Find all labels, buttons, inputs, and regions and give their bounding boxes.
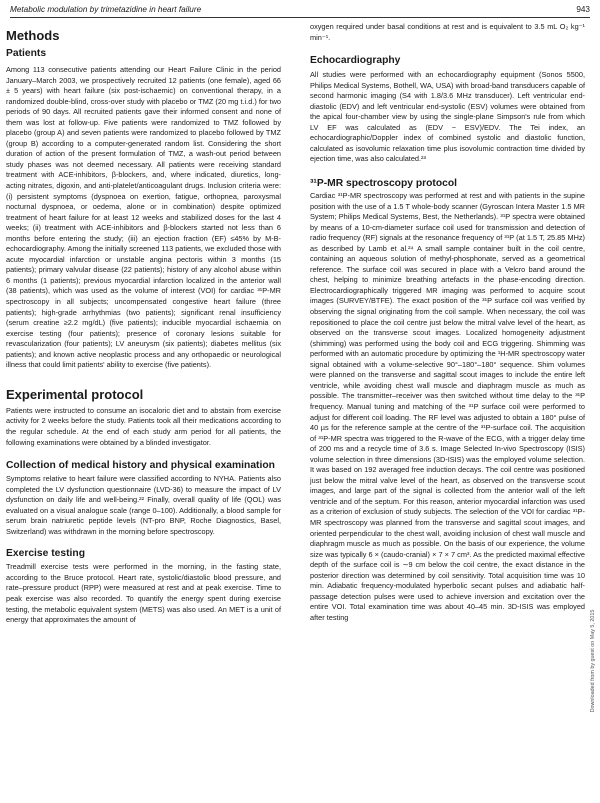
right-column — [310, 22, 585, 623]
left-column — [6, 22, 281, 626]
page-number: 943 — [576, 5, 590, 14]
subheading-patients: Patients — [6, 48, 47, 59]
paragraph-experimental-protocol: Patients were instructed to consume an isocaloric diet and to abstain from exercise activity for 2 weeks before the study. Patients took all their medications according to the regular schedule. At the end of each study arm period for all patients, the following examinations were obtained by a blinded investigator. — [6, 405, 281, 447]
running-header — [10, 4, 590, 16]
subheading-medical-history: Collection of medical history and physical examination — [6, 460, 275, 472]
download-watermark-text: Downloaded from by guest on May 5, 2015 — [590, 609, 596, 713]
header-rule — [10, 17, 590, 18]
section-heading-methods: Methods — [6, 28, 60, 43]
paragraph-echocardiography: All studies were performed with an echocardiography equipment (Sonos 5500, Philips Medical Systems, Bothell, WA, USA) with broad-band transducers capable of second harmonic imaging (S4 with 1.8/3.6 MHz transducer). Left ventricular end-diastolic (EDV) and left ventricular end-systolic (ESV) volumes were obtained from the apical four-chamber view by using the single-plane Simpson's rule from which LV EF was calculated as (EDV − ESV)/EDV. The Tei index, an echocardiographic/Doppler index of combined systolic and diastolic function, calculated as isovolumic relaxation time plus isovolumic contraction time divided by ejection time, was also calculated.²³ — [310, 70, 585, 164]
running-title: Metabolic modulation by trimetazidine in heart failure — [10, 5, 202, 14]
subheading-echocardiography: Echocardiography — [310, 55, 401, 67]
paragraph-31p-mr-spectroscopy: Cardiac ³¹P-MR spectroscopy was performed at rest and with patients in the supine position with the use of a 1.5 T whole-body scanner (Gyroscan Intera Master 1.5 MR System; Philips Medical Systems, Best, the Netherlands). ³¹P spectra were obtained by means of a 10-cm-diameter surface coil used for transmission and detection of radio frequency (RF) signals at the resonance frequency of ³¹P (at 1.5 T, 25.85 MHz) as described by Lamb et al.²⁴ A small sample container built in the coil centre, containing an aqueous solution of methyl-phosphonate, served as a geometrical reference. The surface coil was secured in place with a Velcro band around the chest, helping to minimize breathing artefacts in the phase-encoding direction. Electrocardiographically triggered MR imaging was performed to acquire scout images (SURVEY/BTFE). The exact position of the ³¹P surface coil was verified by observing the signal originating from the coil sample. When necessary, the coil was repositioned to place the coil centre just below the mitral valve level of the heart, as observed on the transverse scout images. Localized homogeneity adjustment (shimming) was performed using the body coil and ECG triggering. Shimming was performed with an automatic procedure by optimizing the ¹H-MR spectroscopy water signal obtained with a volume-selective 90°–180°–180° sequence. Shim volumes were planned on the transverse and sagittal scout images to include the entire left ventricle, while avoiding chest wall muscle and diaphragm muscle as much as possible. The transmitter–receiver was then switched without time delay to the ³¹P frequency. Manual tuning and matching of the ³¹P surface coil were performed to adjust for different coil loading. The RF level was adjusted to obtain a 180° pulse of 40 µs for the reference sample at the centre of the ³¹P-surface coil. The acquisition of ³¹P-MR spectra was triggered to the R-wave of the ECG, with a trigger delay time of 200 ms and a recycle time of 3.6 s. Image Selected In-vivo Spectroscopy (ISIS) volume selection in three dimensions (3D-ISIS) was the employed volume selection. It was based on 192 averaged free induction decays. The coil centre was positioned just below the mitral valve level of the heart, as observed on the transverse scout images, and large part of the signal is collected from the anterior wall of the left ventricle and of the septum. For this reason, anterior myocardial infarction was used as a criterion of exclusion of study subjects. The selection of the VOI for cardiac ³¹P-MR spectroscopy was planned from the transverse and sagittal scout images, and oriented perpendicular to the chest wall, avoiding inclusion of chest wall muscle and diaphragm muscle as much as possible. On the basis of our experience, the volume size was typically 6 × (caudo-cranial) × 7 × 7 cm³. As the predicted maximal effective depth of the surface coil is ∼9 cm below the coil centre, the exact distance in the posterior direction was determined by coil sensitivity. Total acquisition time was 10 min. Adiabatic frequency-modulated hyperbolic secant pulses and adiabatic half-passage detection pulses were used to achieve inversion and excitation over the entire VOI. Total examination time was about 40–45 min. 3D-ISIS was employed after testing — [310, 191, 585, 622]
subheading-exercise-testing: Exercise testing — [6, 548, 85, 560]
paragraph-oxygen-equivalent: oxygen required under basal conditions at rest and is equivalent to 3.5 mL O₂ kg⁻¹ min⁻¹. — [310, 22, 585, 42]
download-watermark — [588, 536, 598, 786]
paragraph-medical-history: Symptoms relative to heart failure were classified according to NYHA. Patients also completed the LV dysfunction questionnaire (LVD-36) to measure the impact of LV dysfunction on daily life and well-being.²² Finally, overall quality of life (QOL) was evaluated on a visual analogue scale (range 0–100). Additionally, a blood sample for serum brain natriuretic peptide levels (NT-pro BNP, Roche Diagnostics, Basel, Switzerland) was withdrawn in the morning before spectroscopy. — [6, 474, 281, 536]
subheading-31p-mr-spectroscopy: ³¹P-MR spectroscopy protocol — [310, 178, 458, 190]
paragraph-patients: Among 113 consecutive patients attending our Heart Failure Clinic in the period January–March 2003, we prospectively recruited 12 patients (one female), aged 66 ± 5 years) with heart failure (six post-ischaemic) on conventional therapy, in a randomized double-blind, cross-over study with placebo or TMZ (20 mg t.i.d.) for two periods of 90 days. All recruited patients gave their informed consent and none of them was lost at follow-up. Five patients were randomized to TMZ followed by placebo (group A) and seven patients were randomized to placebo followed by TMZ (group B) according to a computer-generated random list. Considering the short duration of action of the present formulation of TMZ, a wash-out period between study phases was not deemed necessary. All patients were receiving standard treatment with ACE-inhibitors, β-blockers, and, where indicated, diuretics, long-acting nitrates, digoxin, and anti-platelet/anticoagulant drugs. Inclusion criteria were: (i) persistent symptoms (dyspnoea on exertion, fatigue, orthopnea, paroxysmal nocturnal dyspnoea, or oedema, alone or in combination) despite optimized treatment of heart failure for at least 12 weeks and stabilized doses for the last 4 weeks; (ii) treatment with ACE-inhibitors and β-blockers started not less than 6 months before entering the study; (iii) an ejection fraction (EF) ≤45% by M-B-echocardiography. Among the initially screened 113 patients, we excluded those with acute myocardial infarction or unstable angina pectoris within 3 months (15 patients); primary valvular disease (22 patients); history of any alcohol abuse within 6 months (1 patients); previous myocardial infarction localized in the anterior wall (38 patients), which was used as the volume of interest (VOI) for cardiac ³¹P-MR spectroscopy in all subjects; uncompensated congestive heart failure (three patients); high-grade arrhythmias (two patients); significant renal insufficiency (serum creatine ≥2.2 mg/dL) (five patients); inducible myocardial ischaemia on exercise testing (four patients); presence of coronary lesions suitable for revascularization (four patients); LV aneurysm (six patients); diabetes mellitus (six patients); and known active neoplastic process and any orthopaedic or neurological illness that could limit patients' ability to exercise (five patients). — [6, 65, 281, 370]
paragraph-exercise-testing: Treadmill exercise tests were performed in the morning, in the fasting state, according to the Bruce protocol. Heart rate, systolic/diastolic blood pressure, and rate–pressure product (RPP) were measured at rest and at peak exercise. Time to peak exercise was also recorded. To quantify the energy spent during exercise testing, the metabolic equivalent system (METS) was also used. An MET is a unit of energy that approximates the amount of — [6, 562, 281, 625]
section-heading-experimental-protocol: Experimental protocol — [6, 386, 144, 402]
